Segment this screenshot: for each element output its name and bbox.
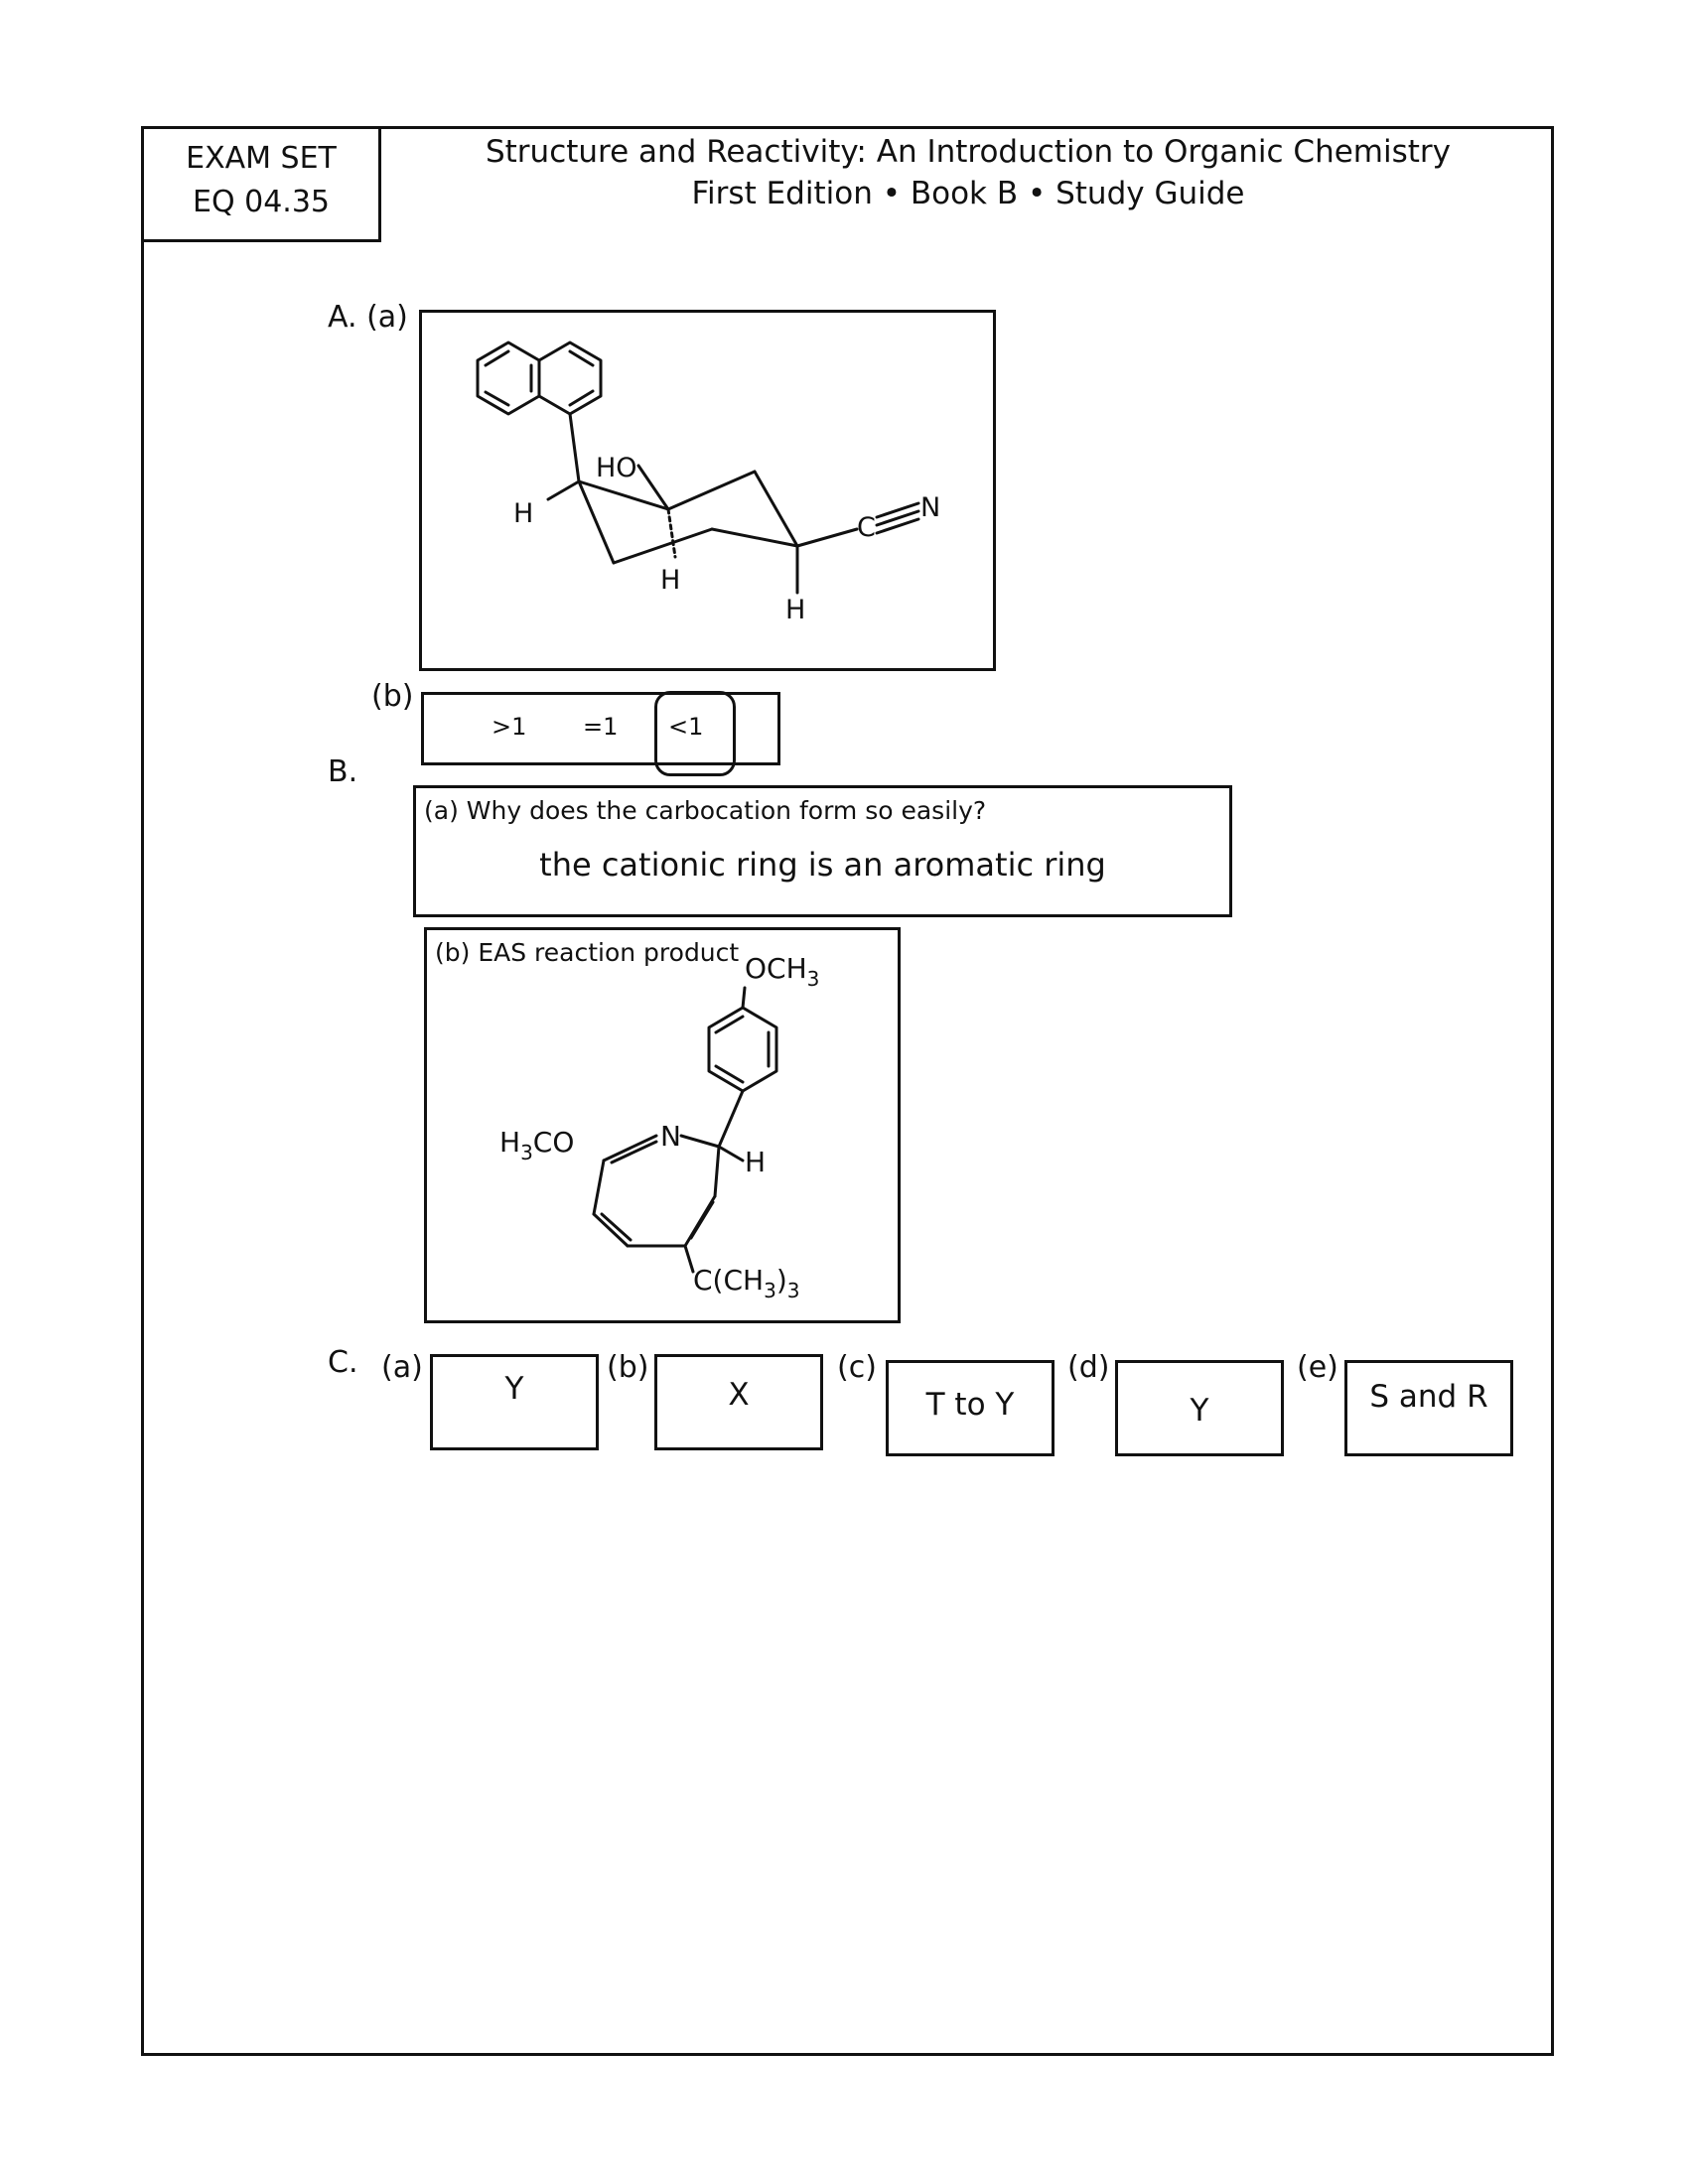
part-c-c-answer-box (886, 1360, 1055, 1456)
book-subtitle: First Edition • Book B • Study Guide (691, 176, 1245, 211)
h-label-left: H (513, 498, 534, 529)
part-b-structure-drawing (427, 930, 898, 1320)
part-c-b-answer-box (654, 1354, 823, 1450)
tbu-label: $C(CH_3)_3$ (693, 1264, 800, 1302)
exam-set-label: EXAM SET (186, 141, 337, 176)
answer-circle (654, 691, 736, 776)
h-ring-label: H (745, 1146, 767, 1178)
part-c-d-letter: (d) (1067, 1350, 1110, 1385)
part-c-a-answer-box (430, 1354, 599, 1450)
part-c-b-answer: X (728, 1377, 750, 1413)
h-label-mid: H (660, 565, 681, 596)
page-header (397, 131, 1539, 214)
part-c-c-letter: (c) (837, 1350, 877, 1385)
h3co-label: $H_3CO$ (499, 1126, 575, 1164)
part-a-label: A. (a) (328, 300, 408, 335)
part-a-b-label: (b) (371, 679, 414, 714)
part-c-e-letter: (e) (1297, 1350, 1338, 1385)
part-b-a-box (413, 785, 1232, 917)
part-a-structure-drawing (422, 313, 993, 668)
choice-less-than-one: <1 (668, 713, 704, 741)
och3-top-label: $OCH_3$ (745, 952, 820, 991)
choice-equal-one: =1 (583, 713, 619, 741)
c-label: C (857, 512, 876, 543)
part-c-a-answer: Y (504, 1371, 524, 1407)
h-label-right: H (785, 595, 806, 625)
choice-greater-than-one: >1 (492, 713, 527, 741)
part-c-b-letter: (b) (607, 1350, 649, 1385)
part-c-label: C. (328, 1345, 358, 1380)
n-ring-label: N (660, 1120, 681, 1153)
part-a-structure-box (419, 310, 996, 671)
part-b-a-answer: the cationic ring is an aromatic ring (539, 846, 1106, 884)
part-c-c-answer: T to Y (925, 1387, 1015, 1423)
book-title: Structure and Reactivity: An Introduction to Organic Chemistry (485, 134, 1452, 170)
exam-set-box (141, 126, 381, 242)
part-b-label: B. (328, 754, 358, 789)
part-b-b-label: (b) EAS reaction product (435, 938, 740, 967)
ho-label: HO (596, 453, 637, 483)
part-c-e-answer: S and R (1369, 1379, 1488, 1415)
part-b-a-question: (a) Why does the carbocation form so easily? (424, 796, 987, 825)
n-label: N (920, 492, 941, 523)
part-c-d-answer-box (1115, 1360, 1284, 1456)
part-c-a-letter: (a) (381, 1350, 423, 1385)
part-c-d-answer: Y (1190, 1393, 1209, 1429)
part-c-e-answer-box (1344, 1360, 1513, 1456)
part-b-b-box (424, 927, 901, 1323)
exam-code: EQ 04.35 (193, 185, 330, 219)
